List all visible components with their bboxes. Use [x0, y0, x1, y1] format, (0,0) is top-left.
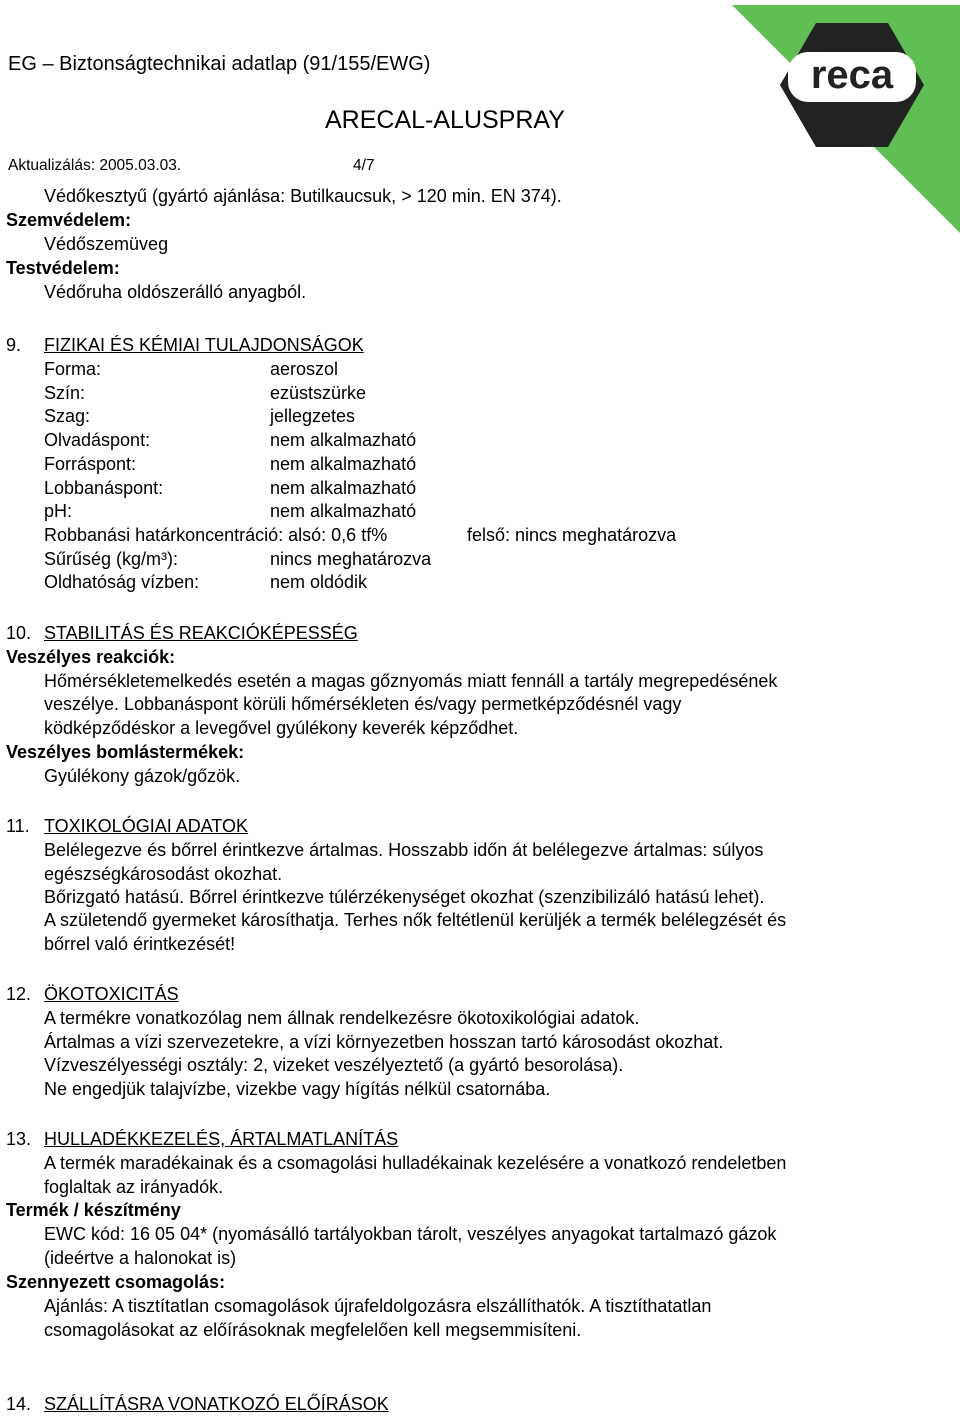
- section-10-number: 10.: [6, 623, 32, 643]
- section-11-number: 11.: [6, 816, 30, 836]
- text-line: A termék maradékainak és a csomagolási hulladékainak kezelésére a vonatkozó rendeletben: [44, 1153, 787, 1173]
- text-line: egészségkárosodást okozhat.: [44, 864, 283, 884]
- property-label: Olvadáspont:: [44, 430, 151, 450]
- text-line: Hőmérsékletemelkedés esetén a magas gőznyomás miatt fennáll a tartály megrepedésének: [44, 671, 778, 691]
- explosion-limit-upper: felső: nincs meghatározva: [467, 525, 677, 545]
- text-line: A születendő gyermeket károsíthatja. Terhes nők feltétlenül kerüljék a termék belélegzését és: [44, 910, 787, 930]
- solubility-label: Oldhatóság vízben:: [44, 572, 200, 592]
- text-line: A termékre vonatkozólag nem állnak rendelkezésre ökotoxikológiai adatok.: [44, 1008, 640, 1028]
- hazardous-reactions-label: Veszélyes reakciók:: [6, 647, 176, 667]
- text-line: csomagolásokat az előírásoknak megfelelően kell megsemmisíteni.: [44, 1320, 582, 1340]
- section-12-number: 12.: [6, 984, 32, 1004]
- property-label: Lobbanáspont:: [44, 478, 164, 498]
- decomposition-products-label: Veszélyes bomlástermékek:: [6, 742, 245, 762]
- property-value: aeroszol: [270, 359, 339, 379]
- property-label: pH:: [44, 501, 73, 521]
- section-13-number: 13.: [6, 1129, 32, 1149]
- section-13-title: HULLADÉKKEZELÉS, ÁRTALMATLANÍTÁS: [44, 1129, 399, 1149]
- product-waste-label: Termék / készítmény: [6, 1200, 181, 1220]
- text-line: EWC kód: 16 05 04* (nyomásálló tartályokban tárolt, veszélyes anyagokat tartalmazó gázok: [44, 1224, 777, 1244]
- property-value: jellegzetes: [270, 406, 356, 426]
- text-line: (ideértve a halonokat is): [44, 1248, 237, 1268]
- logo-text: reca: [810, 53, 894, 97]
- glove-recommendation: Védőkesztyű (gyártó ajánlása: Butilkaucsuk, > 120 min. EN 374).: [44, 186, 562, 206]
- solubility-value: nem oldódik: [270, 572, 368, 592]
- update-date: Aktualizálás: 2005.03.03.: [8, 157, 182, 174]
- text-line: ködképződéskor a levegővel gyúlékony keverék képződhet.: [44, 718, 519, 738]
- product-name: ARECAL-ALUSPRAY: [325, 106, 565, 134]
- contaminated-packaging-label: Szennyezett csomagolás:: [6, 1272, 226, 1292]
- text-line: Ajánlás: A tisztítatlan csomagolások újrafeldolgozásra elszállíthatók. A tisztíthatatlan: [44, 1296, 712, 1316]
- text-line: Belélegezve és bőrrel érintkezve ártalmas. Hosszabb időn át belélegezve ártalmas: súlyos: [44, 840, 764, 860]
- property-value: nem alkalmazható: [270, 501, 417, 521]
- property-label: Szín:: [44, 383, 86, 403]
- reca-logo: [724, 5, 960, 235]
- property-value: nem alkalmazható: [270, 430, 417, 450]
- section-10-title: STABILITÁS ÉS REAKCIÓKÉPESSÉG: [44, 623, 358, 643]
- property-label: Forma:: [44, 359, 102, 379]
- text-line: bőrrel való érintkezését!: [44, 934, 236, 954]
- text-line: Ne engedjük talajvízbe, vizekbe vagy hígítás nélkül csatornába.: [44, 1079, 551, 1099]
- property-value: nem alkalmazható: [270, 478, 417, 498]
- body-protection-text: Védőruha oldószerálló anyagból.: [44, 282, 307, 302]
- section-12-title: ÖKOTOXICITÁS: [44, 984, 179, 1004]
- body-protection-label: Testvédelem:: [6, 258, 120, 278]
- eye-protection-label: Szemvédelem:: [6, 210, 132, 230]
- page-number: 4/7: [353, 157, 375, 174]
- property-value: nem alkalmazható: [270, 454, 417, 474]
- property-label: Forráspont:: [44, 454, 137, 474]
- decomposition-products-text: Gyúlékony gázok/gőzök.: [44, 766, 241, 786]
- text-line: Vízveszélyességi osztály: 2, vizeket veszélyeztető (a gyártó besorolása).: [44, 1055, 624, 1075]
- property-label: Szag:: [44, 406, 91, 426]
- property-value: ezüstszürke: [270, 383, 367, 403]
- text-line: Bőrizgató hatású. Bőrrel érintkezve túlérzékenységet okozhat (szenzibilizáló hatású lehet).: [44, 887, 765, 907]
- section-9-title: FIZIKAI ÉS KÉMIAI TULAJDONSÁGOK: [44, 335, 364, 355]
- density-label: Sűrűség (kg/m³):: [44, 549, 179, 569]
- explosion-limit-lower: Robbanási határkoncentráció: alsó: 0,6 tf%: [44, 525, 388, 545]
- section-14-title: SZÁLLÍTÁSRA VONATKOZÓ ELŐÍRÁSOK: [44, 1394, 389, 1414]
- text-line: foglaltak az irányadók.: [44, 1177, 224, 1197]
- density-value: nincs meghatározva: [270, 549, 432, 569]
- section-11-title: TOXIKOLÓGIAI ADATOK: [44, 816, 249, 836]
- section-9-number: 9.: [6, 335, 22, 355]
- text-line: Ártalmas a vízi szervezetekre, a vízi környezetben hosszan tartó károsodást okozhat.: [44, 1032, 724, 1052]
- section-14-number: 14.: [6, 1394, 32, 1414]
- document-title: EG – Biztonságtechnikai adatlap (91/155/EWG): [8, 53, 431, 75]
- text-line: veszélye. Lobbanáspont körüli hőmérsékleten és/vagy permetképződésnél vagy: [44, 694, 682, 714]
- eye-protection-text: Védőszemüveg: [44, 234, 169, 254]
